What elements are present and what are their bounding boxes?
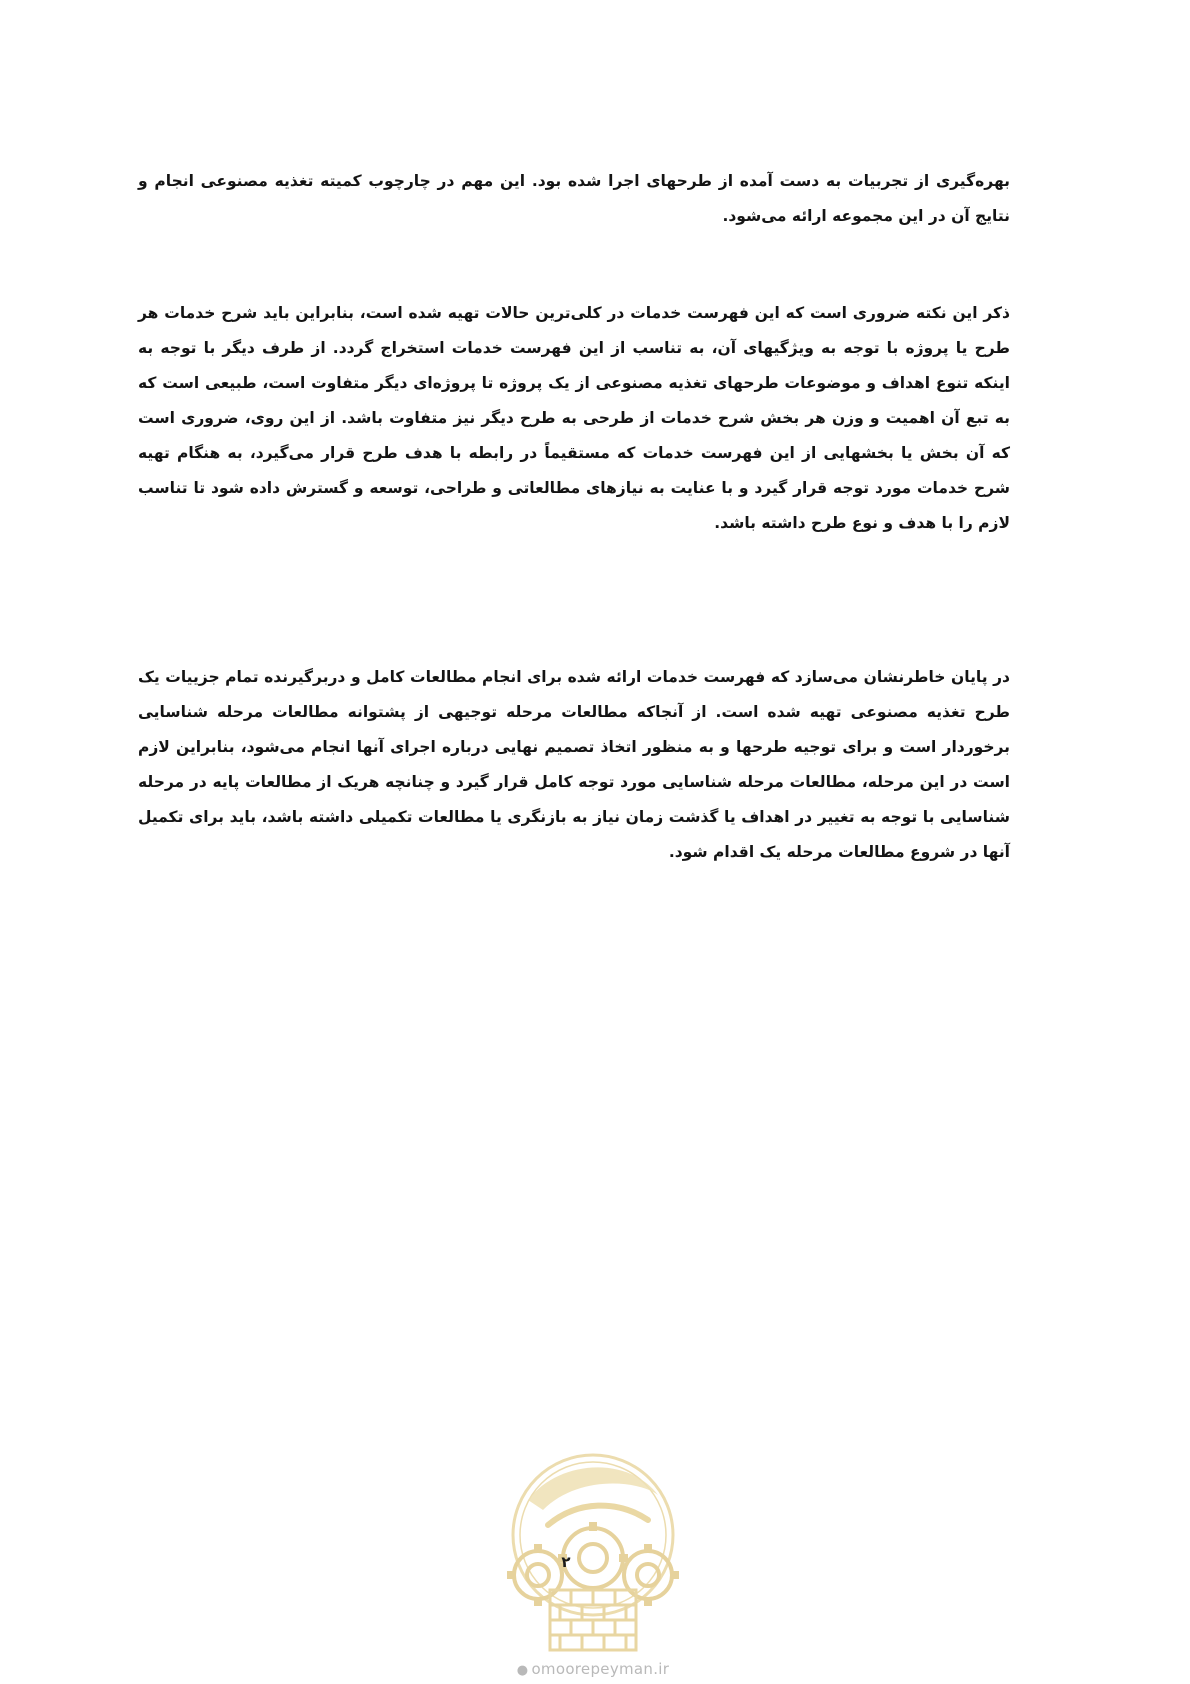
paragraph-intro-continuation: بهره‌گیری از تجربیات به دست آمده از طرحهای اجرا شده بود. این مهم در چارچوب کمیته تغذیه مصنوعی انجام و نتایج آن در این مجموعه ارائه می‌شود. (138, 171, 1010, 225)
page-number: ۲ (561, 1553, 571, 1571)
watermark-seal-icon (488, 1440, 698, 1670)
paragraph-conclusion: در پایان خاطرنشان می‌سازد که فهرست خدمات ارائه شده برای انجام مطالعات کامل و دربرگیرنده تمام جزییات یک طرح تغذیه مصنوعی تهیه شده است. از آنجاکه مطالعات مرحله توجیهی از پشتوانه مطالعات مرحله شناسایی برخوردار است و برای توجیه طرحها و به منظور اتخاذ تصمیم نهایی درباره اجرای آنها انجام می‌شود، بنابراین لازم است در این مرحله، مطالعات مرحله شناسایی مورد توجه کامل قرار گیرد و چنانچه هریک از مطالعات پایه در مرحله شناسایی با توجه به تغییر در اهداف یا گذشت زمان نیاز به بازنگری یا مطالعات تکمیلی داشته باشد، باید برای تکمیل آنها در شروع مطالعات مرحله یک اقدام شود. (138, 667, 1010, 861)
paragraph-service-list-note: ذکر این نکته ضروری است که این فهرست خدمات در کلی‌ترین حالات تهیه شده است، بنابراین باید شرح خدمات هر طرح یا پروژه با توجه به ویژگیهای آن، به تناسب از این فهرست خدمات استخراج گردد. از طرف دیگر با توجه به اینکه تنوع اهداف و موضوعات طرحهای تغذیه مصنوعی از یک پروژه تا پروژه‌ای دیگر متفاوت است، طبیعی است که به تبع آن اهمیت و وزن هر بخش شرح خدمات از طرحی به طرح دیگر نیز متفاوت باشد. از این روی، ضروری است که آن بخش یا بخشهایی از این فهرست خدمات که مستقیماً در رابطه با هدف طرح قرار می‌گیرد، به هنگام تهیه شرح خدمات مورد توجه قرار گیرد و با عنایت به نیازهای مطالعاتی و طراحی، توسعه و گسترش داده شود تا تناسب لازم را با هدف و نوع طرح داشته باشد. (138, 303, 1010, 532)
globe-icon: ● (516, 1663, 529, 1678)
watermark-logo (488, 1440, 698, 1670)
site-url-text: omoorepeyman.ir (531, 1660, 670, 1678)
watermark-site-url (488, 1660, 698, 1678)
